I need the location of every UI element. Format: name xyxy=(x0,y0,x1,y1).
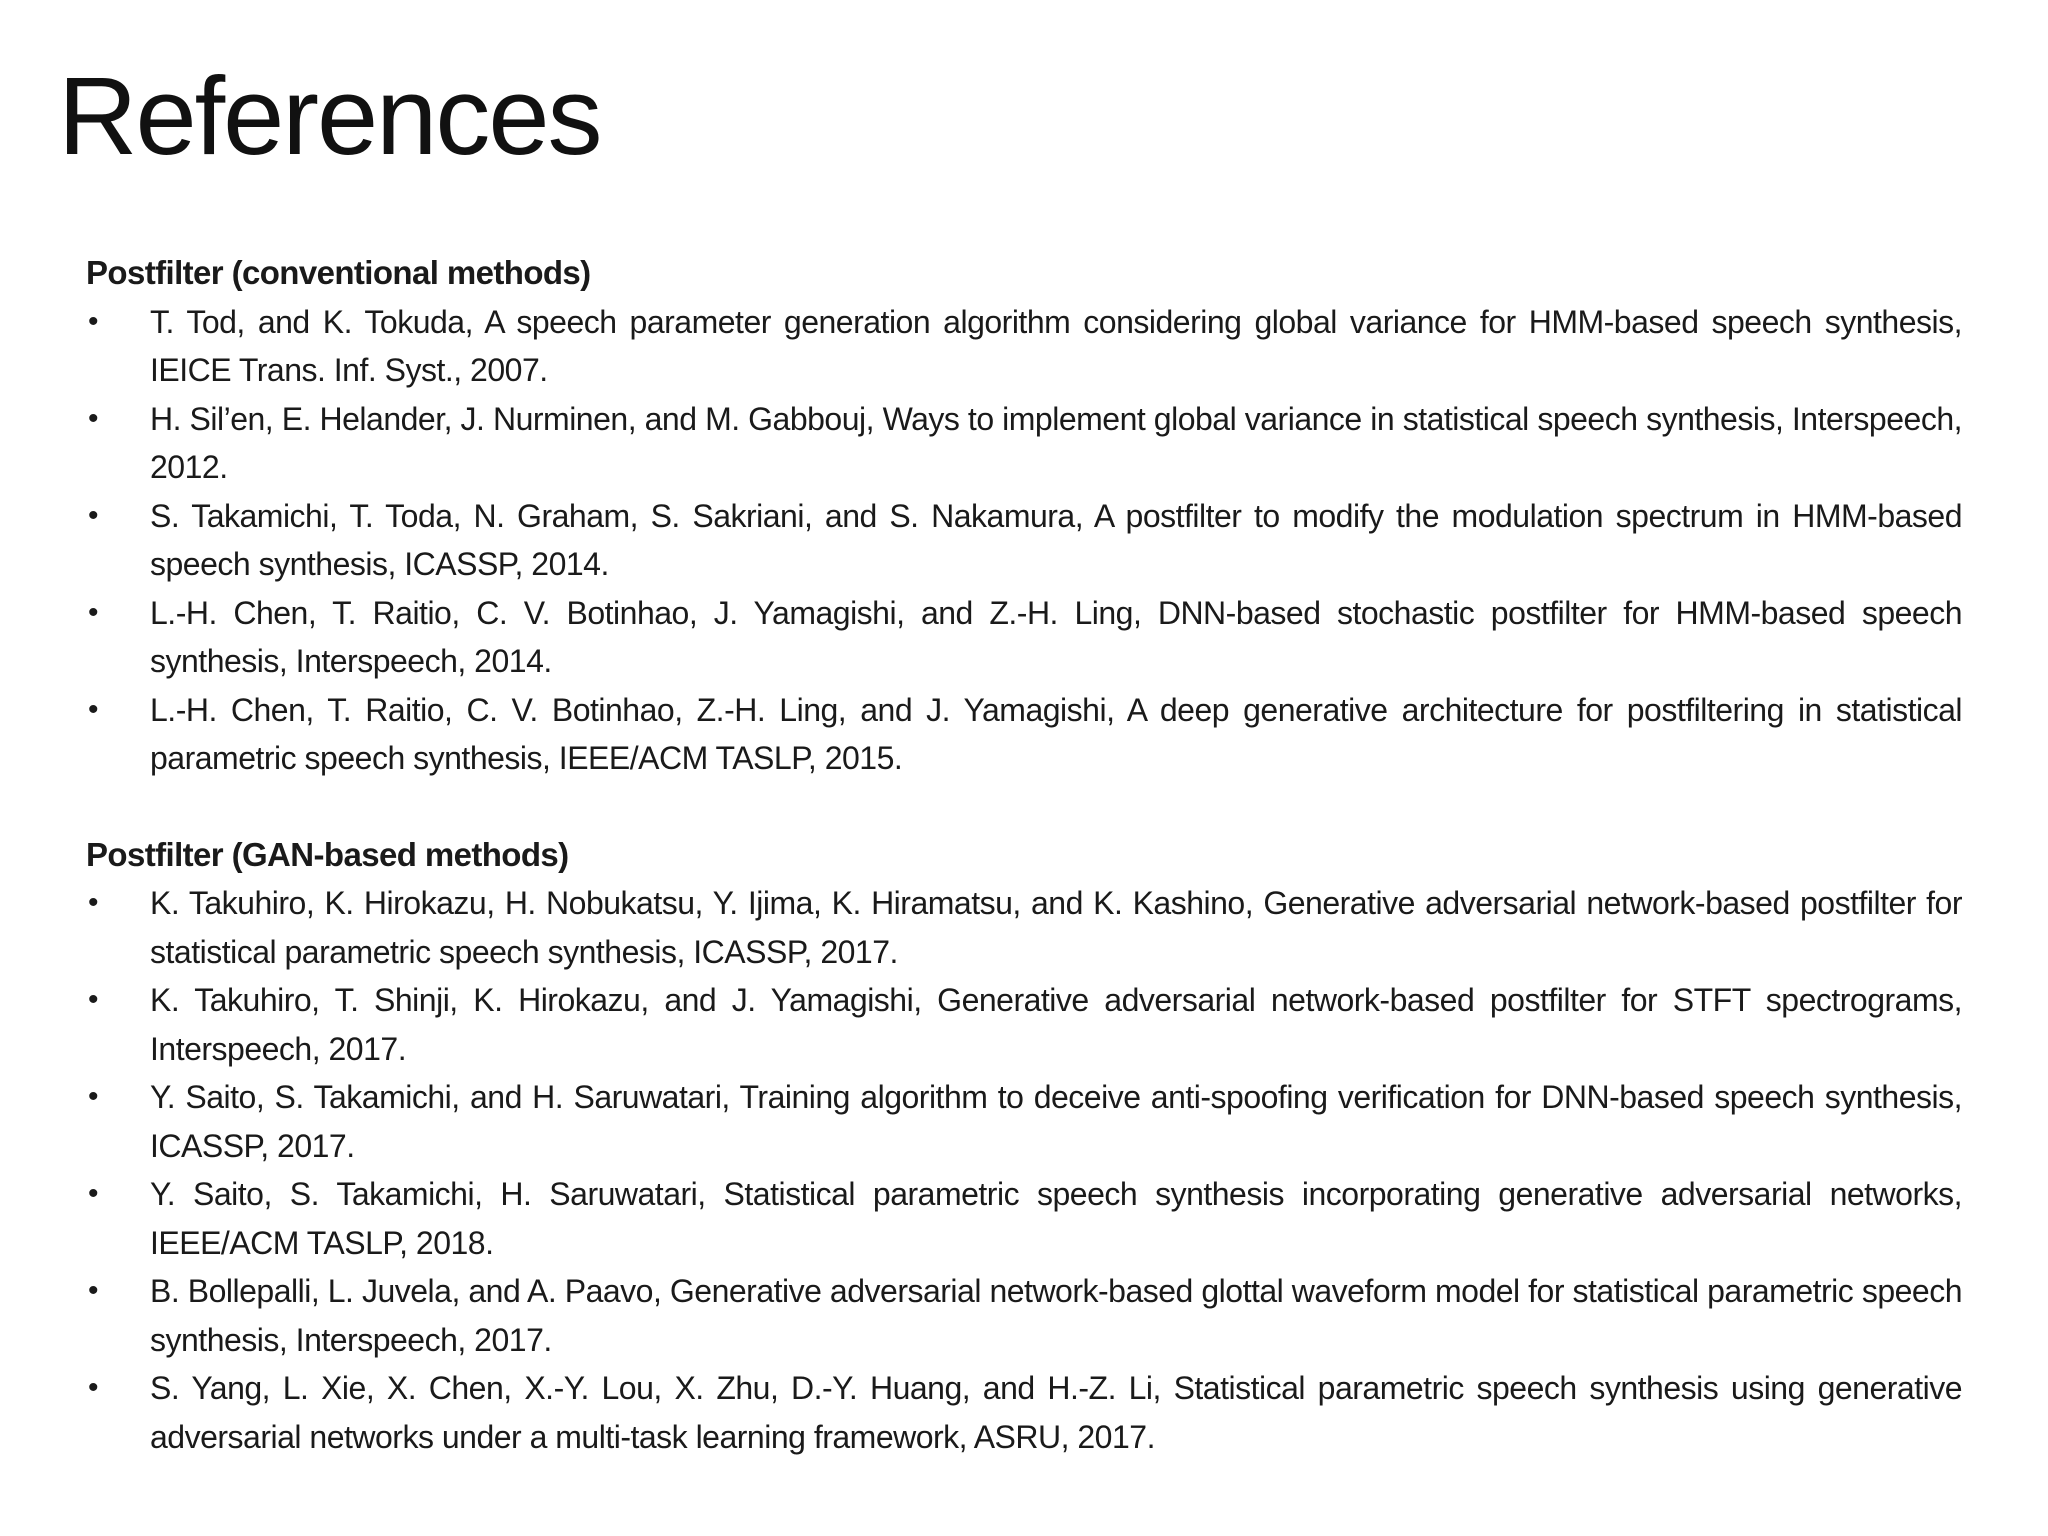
reference-item xyxy=(86,879,1962,976)
reference-text: Y. Saito, S. Takamichi, H. Saruwatari, Statistical parametric speech synthesis incorporating generative adversarial networks, IEEE/ACM TASLP, 2018. xyxy=(150,1176,1962,1261)
bullet-icon: • xyxy=(88,304,99,338)
reference-text: L.-H. Chen, T. Raitio, C. V. Botinhao, Z.-H. Ling, and J. Yamagishi, A deep generative architecture for postfiltering in statistical parametric speech synthesis, IEEE/ACM TASLP, 2015. xyxy=(150,691,1962,776)
reference-text: S. Takamichi, T. Toda, N. Graham, S. Sakriani, and S. Nakamura, A postfilter to modify the modulation spectrum in HMM-based speech synthesis, ICASSP, 2014. xyxy=(150,497,1962,582)
reference-item xyxy=(86,686,1962,783)
reference-text: T. Tod, and K. Tokuda, A speech parameter generation algorithm considering global variance for HMM-based speech synthesis, IEICE Trans. Inf. Syst., 2007. xyxy=(150,303,1962,388)
reference-item xyxy=(86,1267,1962,1364)
reference-item xyxy=(86,298,1962,395)
section-conventional xyxy=(86,249,1962,783)
bullet-icon: • xyxy=(88,1080,99,1113)
section-heading: Postfilter (GAN-based methods) xyxy=(86,835,569,873)
bullet-icon: • xyxy=(88,1371,99,1404)
bullet-icon: • xyxy=(88,401,99,435)
reference-text: Y. Saito, S. Takamichi, and H. Saruwatari, Training algorithm to deceive anti-spoofing verification for DNN-based speech synthesis, ICASSP, 2017. xyxy=(150,1079,1962,1164)
reference-item xyxy=(86,1364,1962,1461)
reference-item xyxy=(86,976,1962,1073)
reference-text: S. Yang, L. Xie, X. Chen, X.-Y. Lou, X. Zhu, D.-Y. Huang, and H.-Z. Li, Statistical parametric speech synthesis using generative adversarial networks under a multi-task learning framework, ASRU, 2017. xyxy=(150,1370,1962,1455)
section-gan xyxy=(86,831,1962,1462)
reference-item xyxy=(86,395,1962,492)
reference-text: L.-H. Chen, T. Raitio, C. V. Botinhao, J. Yamagishi, and Z.-H. Ling, DNN-based stochastic postfilter for HMM-based speech synthesis, Interspeech, 2014. xyxy=(150,594,1962,679)
reference-item xyxy=(86,589,1962,686)
bullet-icon: • xyxy=(88,1177,99,1210)
reference-item xyxy=(86,492,1962,589)
references-content xyxy=(86,249,1962,1509)
page-title: References xyxy=(58,55,601,178)
bullet-icon: • xyxy=(88,1274,99,1307)
section-heading: Postfilter (conventional methods) xyxy=(86,254,591,291)
reference-text: K. Takuhiro, K. Hirokazu, H. Nobukatsu, Y. Ijima, K. Hiramatsu, and K. Kashino, Generative adversarial network-based postfilter for statistical parametric speech synthesis, ICASSP, 2017. xyxy=(150,885,1962,970)
reference-text: K. Takuhiro, T. Shinji, K. Hirokazu, and J. Yamagishi, Generative adversarial network-based postfilter for STFT spectrograms, Interspeech, 2017. xyxy=(150,982,1962,1067)
reference-item xyxy=(86,1170,1962,1267)
reference-item xyxy=(86,1073,1962,1170)
reference-list xyxy=(86,879,1962,1461)
bullet-icon: • xyxy=(88,692,99,726)
reference-text: H. Sil’en, E. Helander, J. Nurminen, and M. Gabbouj, Ways to implement global variance in statistical speech synthesis, Interspeech, 2012. xyxy=(150,400,1962,485)
bullet-icon: • xyxy=(88,498,99,532)
bullet-icon: • xyxy=(88,983,99,1016)
reference-text: B. Bollepalli, L. Juvela, and A. Paavo, Generative adversarial network-based glottal waveform model for statistical parametric speech synthesis, Interspeech, 2017. xyxy=(150,1273,1962,1358)
bullet-icon: • xyxy=(88,595,99,629)
bullet-icon: • xyxy=(88,886,99,919)
reference-list xyxy=(86,298,1962,783)
